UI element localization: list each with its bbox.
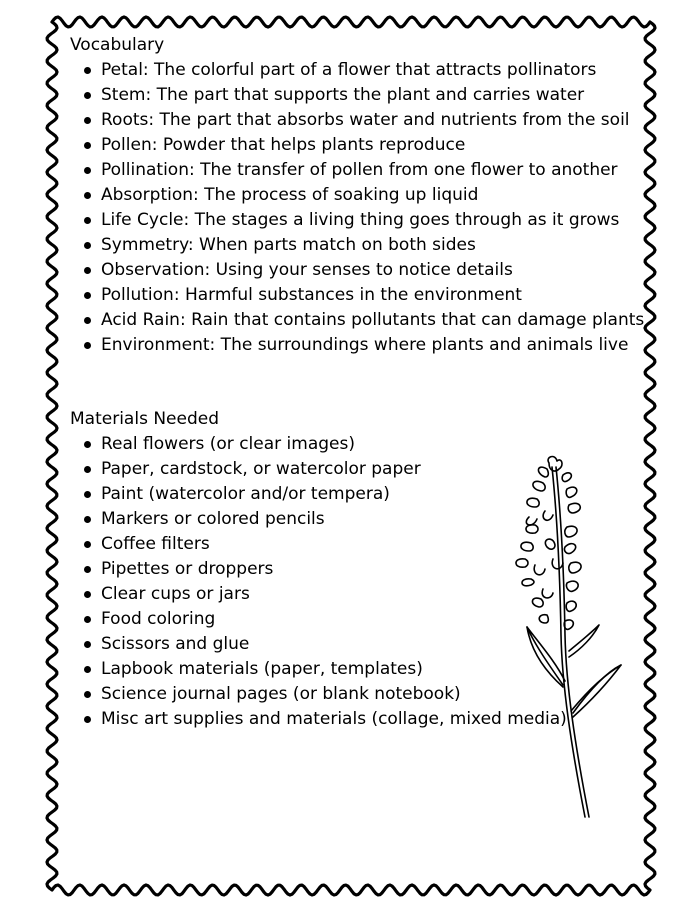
vocabulary-section	[70, 33, 645, 358]
materials-item: Scissors and glue	[70, 632, 645, 657]
materials-item: Pipettes or droppers	[70, 557, 645, 582]
materials-item: Lapbook materials (paper, templates)	[70, 657, 645, 682]
materials-item: Coffee filters	[70, 532, 645, 557]
vocabulary-item: Roots: The part that absorbs water and nutrients from the soil	[70, 108, 645, 133]
vocabulary-list	[70, 58, 645, 358]
vocabulary-item: Petal: The colorful part of a flower that attracts pollinators	[70, 58, 645, 83]
materials-item: Markers or colored pencils	[70, 507, 645, 532]
materials-item: Clear cups or jars	[70, 582, 645, 607]
materials-heading: Materials Needed	[70, 409, 219, 429]
vocabulary-item: Absorption: The process of soaking up liquid	[70, 183, 645, 208]
vocabulary-item: Pollination: The transfer of pollen from one flower to another	[70, 158, 645, 183]
materials-item: Paint (watercolor and/or tempera)	[70, 482, 645, 507]
vocabulary-item: Life Cycle: The stages a living thing goes through as it grows	[70, 208, 645, 233]
materials-item: Misc art supplies and materials (collage, mixed media)	[70, 707, 645, 732]
vocabulary-item: Stem: The part that supports the plant and carries water	[70, 83, 645, 108]
materials-item: Paper, cardstock, or watercolor paper	[70, 457, 645, 482]
vocabulary-item: Pollen: Powder that helps plants reproduce	[70, 133, 645, 158]
materials-item: Food coloring	[70, 607, 645, 632]
vocabulary-item: Acid Rain: Rain that contains pollutants that can damage plants	[70, 308, 645, 333]
vocabulary-item: Environment: The surroundings where plants and animals live	[70, 333, 645, 358]
section-spacer	[70, 358, 645, 407]
vocabulary-heading: Vocabulary	[70, 35, 165, 55]
materials-item: Science journal pages (or blank notebook)	[70, 682, 645, 707]
vocabulary-item: Symmetry: When parts match on both sides	[70, 233, 645, 258]
vocabulary-item: Pollution: Harmful substances in the environment	[70, 283, 645, 308]
lavender-sprig-icon	[505, 455, 635, 825]
vocabulary-item: Observation: Using your senses to notice details	[70, 258, 645, 283]
materials-item: Real flowers (or clear images)	[70, 432, 645, 457]
